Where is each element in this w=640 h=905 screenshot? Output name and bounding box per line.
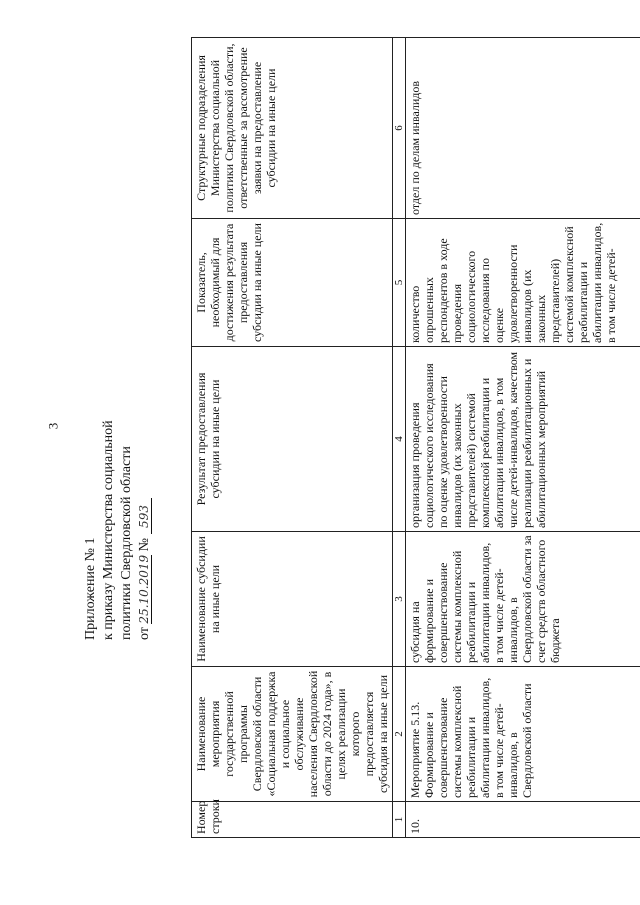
table-header-row <box>192 38 393 838</box>
date-number-line <box>136 320 154 640</box>
header-departments: Структурные подразделения Министерства социальной политики Свердловской области, ответственные за рассмотрение заявки на предоставление субсидии на иные цели <box>192 38 393 219</box>
header-indicator: Показатель, необходимый для достижения результата предоставления субсидии на иные цели <box>192 219 393 347</box>
subsidy-table-wrapper <box>191 38 631 838</box>
cell-row-number: 10. <box>406 802 640 838</box>
column-number: 2 <box>393 667 406 802</box>
appendix-title: Приложение № 1 <box>83 537 98 640</box>
column-number: 3 <box>393 532 406 667</box>
column-number: 1 <box>393 802 406 838</box>
header-result: Результат предоставления субсидии на иные цели <box>192 347 393 532</box>
column-number-row <box>393 38 406 838</box>
header-subsidy-name: Наименование субсидии на иные цели <box>192 532 393 667</box>
table-row <box>406 38 640 838</box>
column-number: 6 <box>393 38 406 219</box>
ministry-line: политики Свердловской области <box>119 446 134 640</box>
date-prefix: от <box>137 627 152 640</box>
cell-indicator: количество опрошенных респондентов в ходе проведения социологического исследования по оценке удовлетворенности инвалидов (их законных представителей) системой комплексной реабилитации и абилитации инвалидов, в том числе детей- <box>406 219 640 347</box>
cell-subsidy-name: субсидия на формирование и совершенствование системы комплексной реабилитации и абилитации инвалидов, в том числе детей-инвалидов, в Свердловской области за счет средств областного бюджета <box>406 532 640 667</box>
number-field: 593 <box>137 498 152 534</box>
column-number: 5 <box>393 219 406 347</box>
order-line: к приказу Министерства социальной <box>101 420 116 640</box>
order-header <box>82 320 162 640</box>
column-number: 4 <box>393 347 406 532</box>
header-event-name: Наименование мероприятия государственной программы Свердловской области «Социальная поддержка и социальное обслуживание населения Свердловской области до 2024 года», в целях реализации которого предоставляется субсидия на иные цели <box>192 667 393 802</box>
date-field: 25.10.2019 <box>137 554 151 624</box>
subsidy-table <box>191 37 640 838</box>
cell-event-name: Мероприятие 5.13. Формирование и совершенствование системы комплексной реабилитации и абилитации инвалидов, в том числе детей-инвалидов, в Свердловской области <box>406 667 640 802</box>
number-prefix: № <box>137 537 152 552</box>
cell-result: организация проведения социологического исследования по оценке удовлетворенности инвалидов (их законных представителей) системой комплексной реабилитации и абилитации инвалидов, в том числе детей-инвалидов, качеством реализации реабилитационных и абилитационных мероприятий <box>406 347 640 532</box>
cell-departments: отдел по делам инвалидов <box>406 38 640 219</box>
header-row-number: Номер строки <box>192 802 393 838</box>
page-number: 3 <box>45 422 61 430</box>
